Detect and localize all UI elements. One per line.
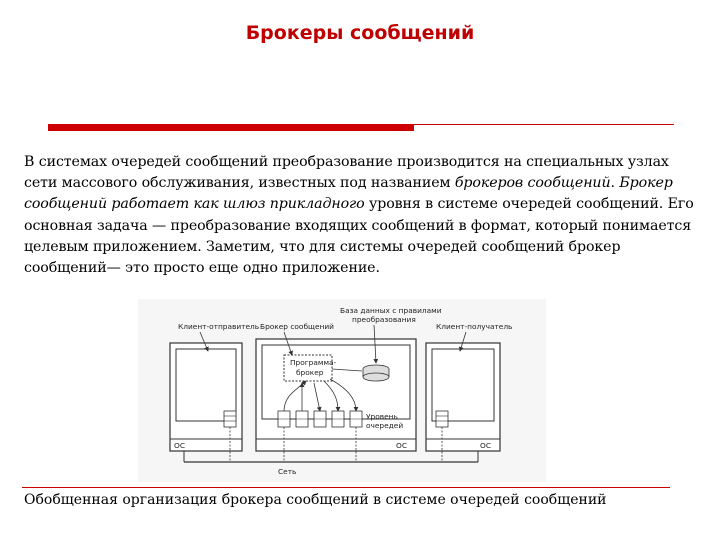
label-db-line1: База данных с правилами (340, 306, 442, 315)
caption-separator (22, 487, 670, 488)
os-label-middle: ОС (396, 441, 407, 450)
network-label: Сеть (278, 467, 297, 476)
sender-machine (170, 343, 242, 451)
title-underline-thick (48, 124, 414, 131)
paragraph-part-5: уровня в системе очередей сообщений. Его основная задача — преобразование входящих сообщений в формат, который понимается целевым приложением. Заметим, что для системы очередей сообщений брокер сообщений— это просто еще одно приложение. (24, 196, 694, 277)
program-broker-line1: Программа- (290, 358, 337, 367)
os-label-right: ОС (480, 441, 491, 450)
label-db-line2: преобразования (352, 315, 416, 324)
diagram-svg (138, 299, 546, 482)
queue-level-line1: Уровень (366, 412, 398, 421)
receiver-machine (426, 343, 500, 451)
paragraph-emphasis-gateway: Брокер сообщений работает как шлюз прикладного (24, 175, 673, 213)
title-underline-thin (414, 124, 674, 125)
broker-machine (256, 339, 416, 451)
label-broker: Брокер сообщений (260, 322, 334, 331)
label-sender: Клиент-отправитель (178, 322, 260, 331)
os-label-left: ОС (174, 441, 185, 450)
body-paragraph (24, 152, 696, 279)
paragraph-part-1: В системах очередей сообщений преобразование производится на специальных узлах сети массового обслуживания, известных под названием (24, 154, 669, 192)
paragraph-term-brokers: брокеров сообщений (454, 175, 611, 192)
broker-diagram (138, 299, 546, 482)
paragraph-part-3: . (610, 175, 620, 192)
program-broker-line2: брокер (296, 368, 324, 377)
label-receiver: Клиент-получатель (436, 322, 513, 331)
queue-level-line2: очередей (366, 421, 404, 430)
slide-title: Брокеры сообщений (245, 22, 475, 44)
figure-caption: Обобщенная организация брокера сообщений в системе очередей сообщений (24, 492, 607, 508)
